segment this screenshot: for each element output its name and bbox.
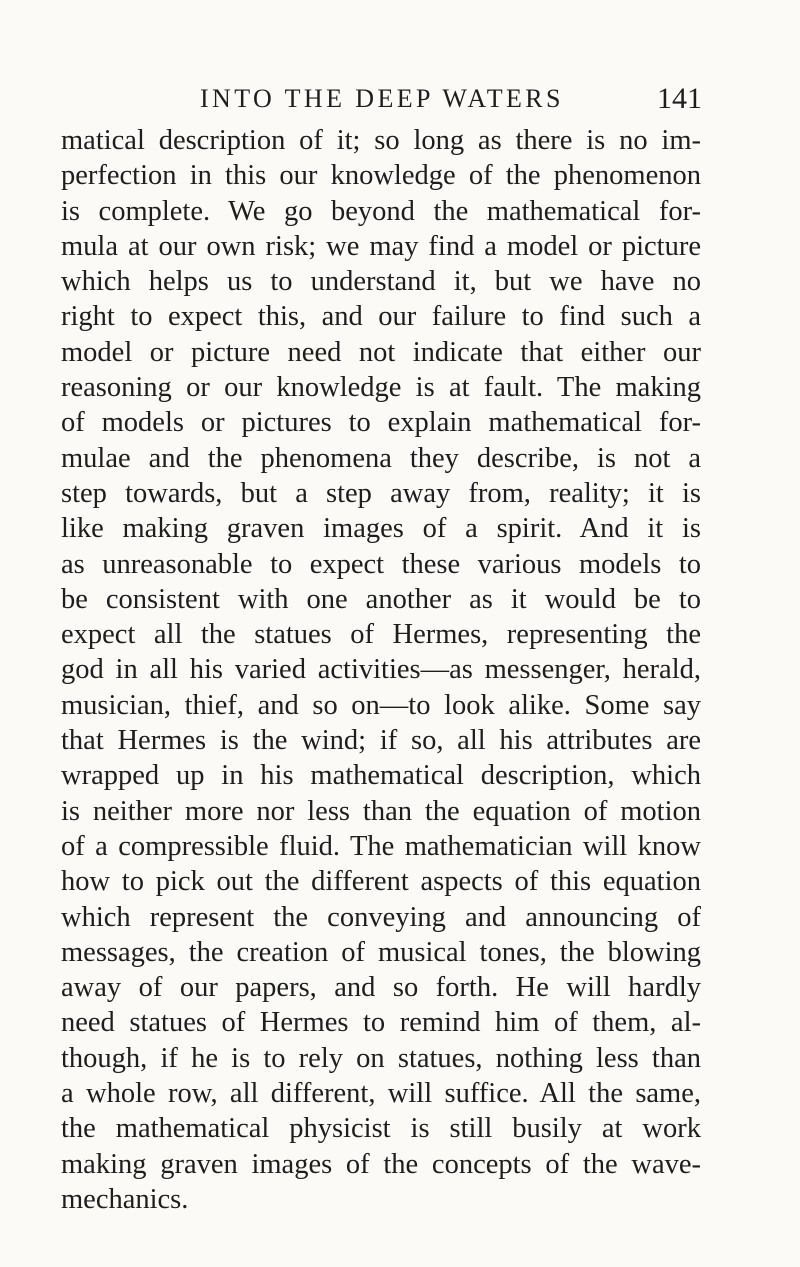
text-line: away of our papers, and so forth. He will hardly (61, 972, 701, 1004)
text-line: mechanics. (61, 1183, 189, 1215)
text-line: mulae and the phenomena they describe, is not a (61, 442, 701, 474)
text-line: messages, the creation of musical tones, the blowing (61, 936, 701, 968)
text-line: is complete. We go beyond the mathematical for- (61, 195, 701, 227)
page-number: 141 (657, 82, 702, 115)
running-title: INTO THE DEEP WATERS (200, 84, 564, 113)
text-line: god in all his varied activities—as messenger, herald, (61, 654, 701, 686)
text-line: musician, thief, and so on—to look alike. Some say (61, 689, 701, 721)
text-line: though, if he is to rely on statues, nothing less than (61, 1042, 701, 1074)
text-line: expect all the statues of Hermes, representing the (61, 619, 701, 651)
text-line: that Hermes is the wind; if so, all his attributes are (61, 725, 701, 757)
text-line: model or picture need not indicate that either our (61, 336, 701, 368)
text-line: of a compressible fluid. The mathematician will know (61, 830, 701, 862)
text-line: which represent the conveying and announcing of (61, 901, 701, 933)
text-line: of models or pictures to explain mathematical for- (61, 407, 701, 439)
text-line: reasoning or our knowledge is at fault. The making (61, 372, 701, 404)
text-line: a whole row, all different, will suffice. All the same, (61, 1078, 701, 1110)
text-line: perfection in this our knowledge of the phenomenon (61, 160, 701, 192)
text-line: right to expect this, and our failure to find such a (61, 301, 701, 333)
text-line: which helps us to understand it, but we have no (61, 266, 701, 298)
text-line: be consistent with one another as it would be to (61, 583, 701, 615)
running-head (0, 79, 800, 119)
text-line: wrapped up in his mathematical description, which (61, 760, 701, 792)
text-line: the mathematical physicist is still busily at work (61, 1113, 701, 1145)
text-line: how to pick out the different aspects of this equation (61, 866, 701, 898)
text-line: step towards, but a step away from, reality; it is (61, 477, 701, 509)
text-line: like making graven images of a spirit. And it is (61, 513, 701, 545)
text-line: matical description of it; so long as there is no im- (61, 125, 701, 156)
text-line: need statues of Hermes to remind him of them, al- (61, 1007, 701, 1039)
text-line: making graven images of the concepts of the wave- (61, 1148, 701, 1180)
text-line: as unreasonable to expect these various models to (61, 548, 701, 580)
body-paragraph (61, 123, 701, 1217)
text-line: is neither more nor less than the equation of motion (61, 795, 701, 827)
text-line: mula at our own risk; we may find a model or picture (61, 230, 701, 262)
